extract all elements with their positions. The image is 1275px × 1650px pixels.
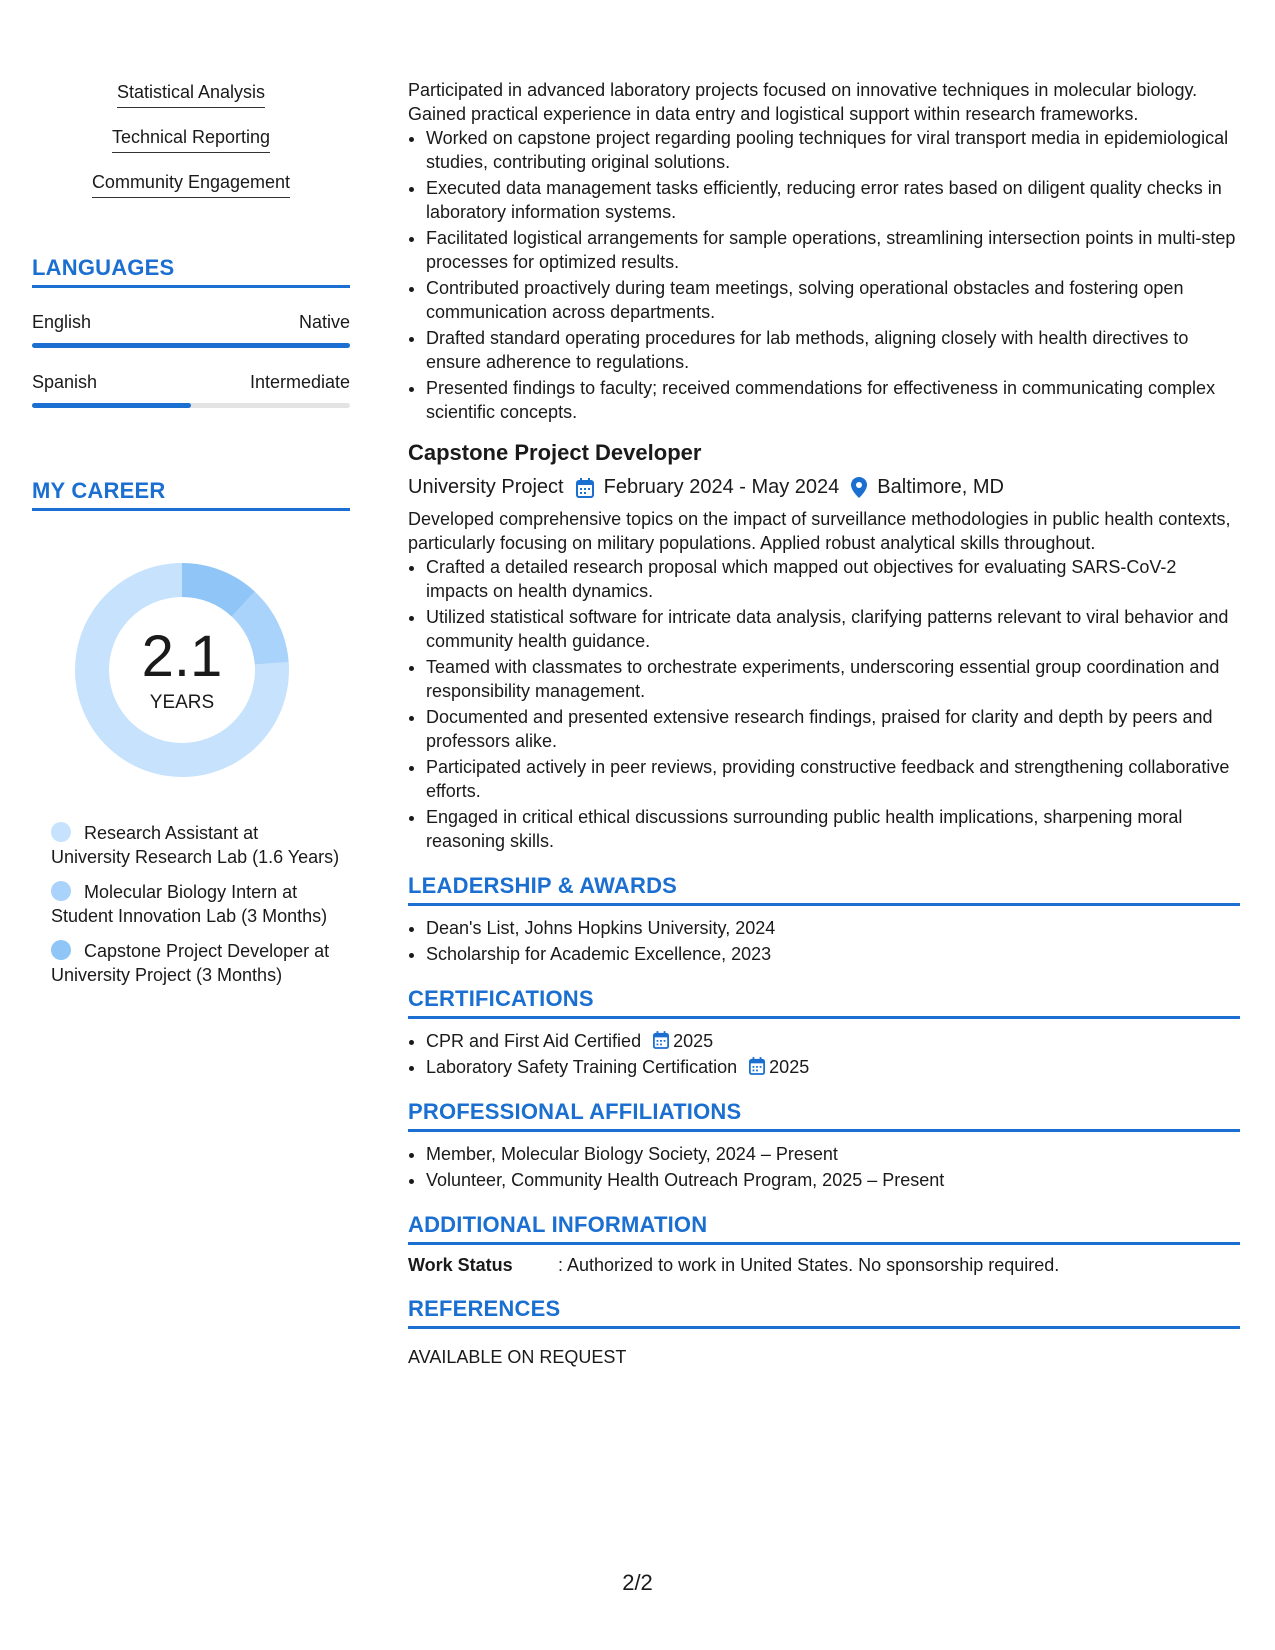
language-bar: [32, 343, 350, 348]
job-dates: February 2024 - May 2024: [603, 476, 840, 498]
bullet-item: • Engaged in critical ethical discussions surrounding public health implications, sharpening moral reasoning skills.: [426, 805, 1240, 853]
page-number: 2/2: [622, 1570, 653, 1595]
affiliation-item: • Member, Molecular Biology Society, 2024 – Present: [426, 1142, 1240, 1166]
calendar-icon: [653, 1031, 669, 1049]
languages-section: [32, 255, 350, 408]
bullet-item: • Crafted a detailed research proposal which mapped out objectives for evaluating SARS-CoV-2 impacts on health dynamics.: [426, 555, 1240, 603]
career-unit: YEARS: [149, 692, 215, 713]
certifications-heading: CERTIFICATIONS: [408, 986, 1240, 1019]
bullet-item: • Worked on capstone project regarding pooling techniques for viral transport media in epidemiological studies, contributing original solutions.: [426, 126, 1240, 174]
job-title: Capstone Project Developer: [408, 440, 702, 465]
career-section: [32, 478, 350, 987]
languages-heading: LANGUAGES: [32, 255, 350, 288]
leadership-heading: LEADERSHIP & AWARDS: [408, 873, 1240, 906]
language-bar-fill: [32, 403, 191, 408]
skills-list: [32, 82, 350, 217]
certification-year: 2025: [673, 1031, 714, 1051]
work-status-value: : Authorized to work in United States. No sponsorship required.: [558, 1255, 1060, 1275]
bullet-item: • Teamed with classmates to orchestrate experiments, underscoring essential group coordination and responsibility management.: [426, 655, 1240, 703]
calendar-icon: [749, 1057, 765, 1075]
language-name: Spanish: [32, 372, 98, 392]
location-pin-icon: [851, 477, 867, 498]
career-donut: [67, 555, 297, 785]
skill-item: Statistical Analysis: [117, 82, 265, 108]
references-heading: REFERENCES: [408, 1296, 1240, 1329]
legend-dot: [51, 881, 71, 901]
legend-label: Capstone Project Developer at University Project (3 Months): [51, 941, 330, 985]
certifications-section: [408, 986, 1240, 1079]
left-column: [32, 82, 350, 998]
references-text: AVAILABLE ON REQUEST: [408, 1347, 627, 1367]
language-item: [32, 312, 350, 348]
intern-bullets: [408, 126, 1240, 424]
job-meta: [408, 476, 1240, 499]
right-column: [408, 78, 1240, 1369]
certification-item: [426, 1029, 1240, 1053]
legend-item: [51, 821, 341, 869]
additional-section: [408, 1212, 1240, 1276]
bullet-item: • Documented and presented extensive research findings, praised for clarity and depth by peers and professors alike.: [426, 705, 1240, 753]
legend-item: [51, 880, 341, 928]
leadership-section: [408, 873, 1240, 966]
certification-name: CPR and First Aid Certified: [426, 1031, 642, 1051]
certification-item: [426, 1055, 1240, 1079]
career-heading: MY CAREER: [32, 478, 350, 511]
bullet-item: • Executed data management tasks efficiently, reducing error rates based on diligent quality checks in laboratory information systems.: [426, 176, 1240, 224]
award-item: • Dean's List, Johns Hopkins University, 2024: [426, 916, 1240, 940]
bullet-item: • Contributed proactively during team meetings, solving operational obstacles and fostering open communication across departments.: [426, 276, 1240, 324]
capstone-bullets: [408, 555, 1240, 853]
bullet-item: • Presented findings to faculty; received commendations for effectiveness in communicating complex scientific concepts.: [426, 376, 1240, 424]
bullet-item: • Utilized statistical software for intricate data analysis, clarifying patterns relevant to viral behavior and community health guidance.: [426, 605, 1240, 653]
affiliations-section: [408, 1099, 1240, 1192]
language-level: Native: [298, 312, 350, 332]
work-status-label: Work Status: [408, 1255, 513, 1275]
references-section: [408, 1296, 1240, 1369]
skill-item: Community Engagement: [92, 172, 290, 198]
affiliations-heading: PROFESSIONAL AFFILIATIONS: [408, 1099, 1240, 1132]
capstone-summary: Developed comprehensive topics on the impact of surveillance methodologies in public health contexts, particularly focusing on military populations. Applied robust analytical skills throughout.: [408, 509, 1231, 553]
job-org: University Project: [408, 476, 564, 498]
legend-label: Research Assistant at University Research Lab (1.6 Years): [51, 823, 340, 867]
work-status-row: [408, 1255, 1240, 1276]
legend-item: [51, 939, 341, 987]
award-item: • Scholarship for Academic Excellence, 2023: [426, 942, 1240, 966]
legend-label: Molecular Biology Intern at Student Innovation Lab (3 Months): [51, 882, 328, 926]
language-level: Intermediate: [249, 372, 350, 392]
language-item: [32, 372, 350, 408]
skill-item: Technical Reporting: [112, 127, 270, 153]
calendar-icon: [576, 478, 594, 498]
job-location: Baltimore, MD: [877, 476, 1004, 498]
bullet-item: • Drafted standard operating procedures for lab methods, aligning closely with health directives to ensure adherence to regulations.: [426, 326, 1240, 374]
bullet-item: • Facilitated logistical arrangements for sample operations, streamlining intersection points in multi-step processes for optimized results.: [426, 226, 1240, 274]
career-legend: [51, 821, 341, 987]
bullet-item: • Participated actively in peer reviews, providing constructive feedback and strengthening collaborative efforts.: [426, 755, 1240, 803]
language-bar-fill: [32, 343, 350, 348]
legend-dot: [51, 940, 71, 960]
certification-name: Laboratory Safety Training Certification: [426, 1057, 738, 1077]
legend-dot: [51, 822, 71, 842]
career-total: 2.1: [141, 624, 223, 689]
language-name: English: [32, 312, 92, 332]
intern-summary: Participated in advanced laboratory projects focused on innovative techniques in molecular biology. Gained practical experience in data entry and logistical support within research frameworks.: [408, 80, 1198, 124]
language-bar: [32, 403, 350, 408]
certification-year: 2025: [769, 1057, 810, 1077]
affiliation-item: • Volunteer, Community Health Outreach Program, 2025 – Present: [426, 1168, 1240, 1192]
additional-heading: ADDITIONAL INFORMATION: [408, 1212, 1240, 1245]
